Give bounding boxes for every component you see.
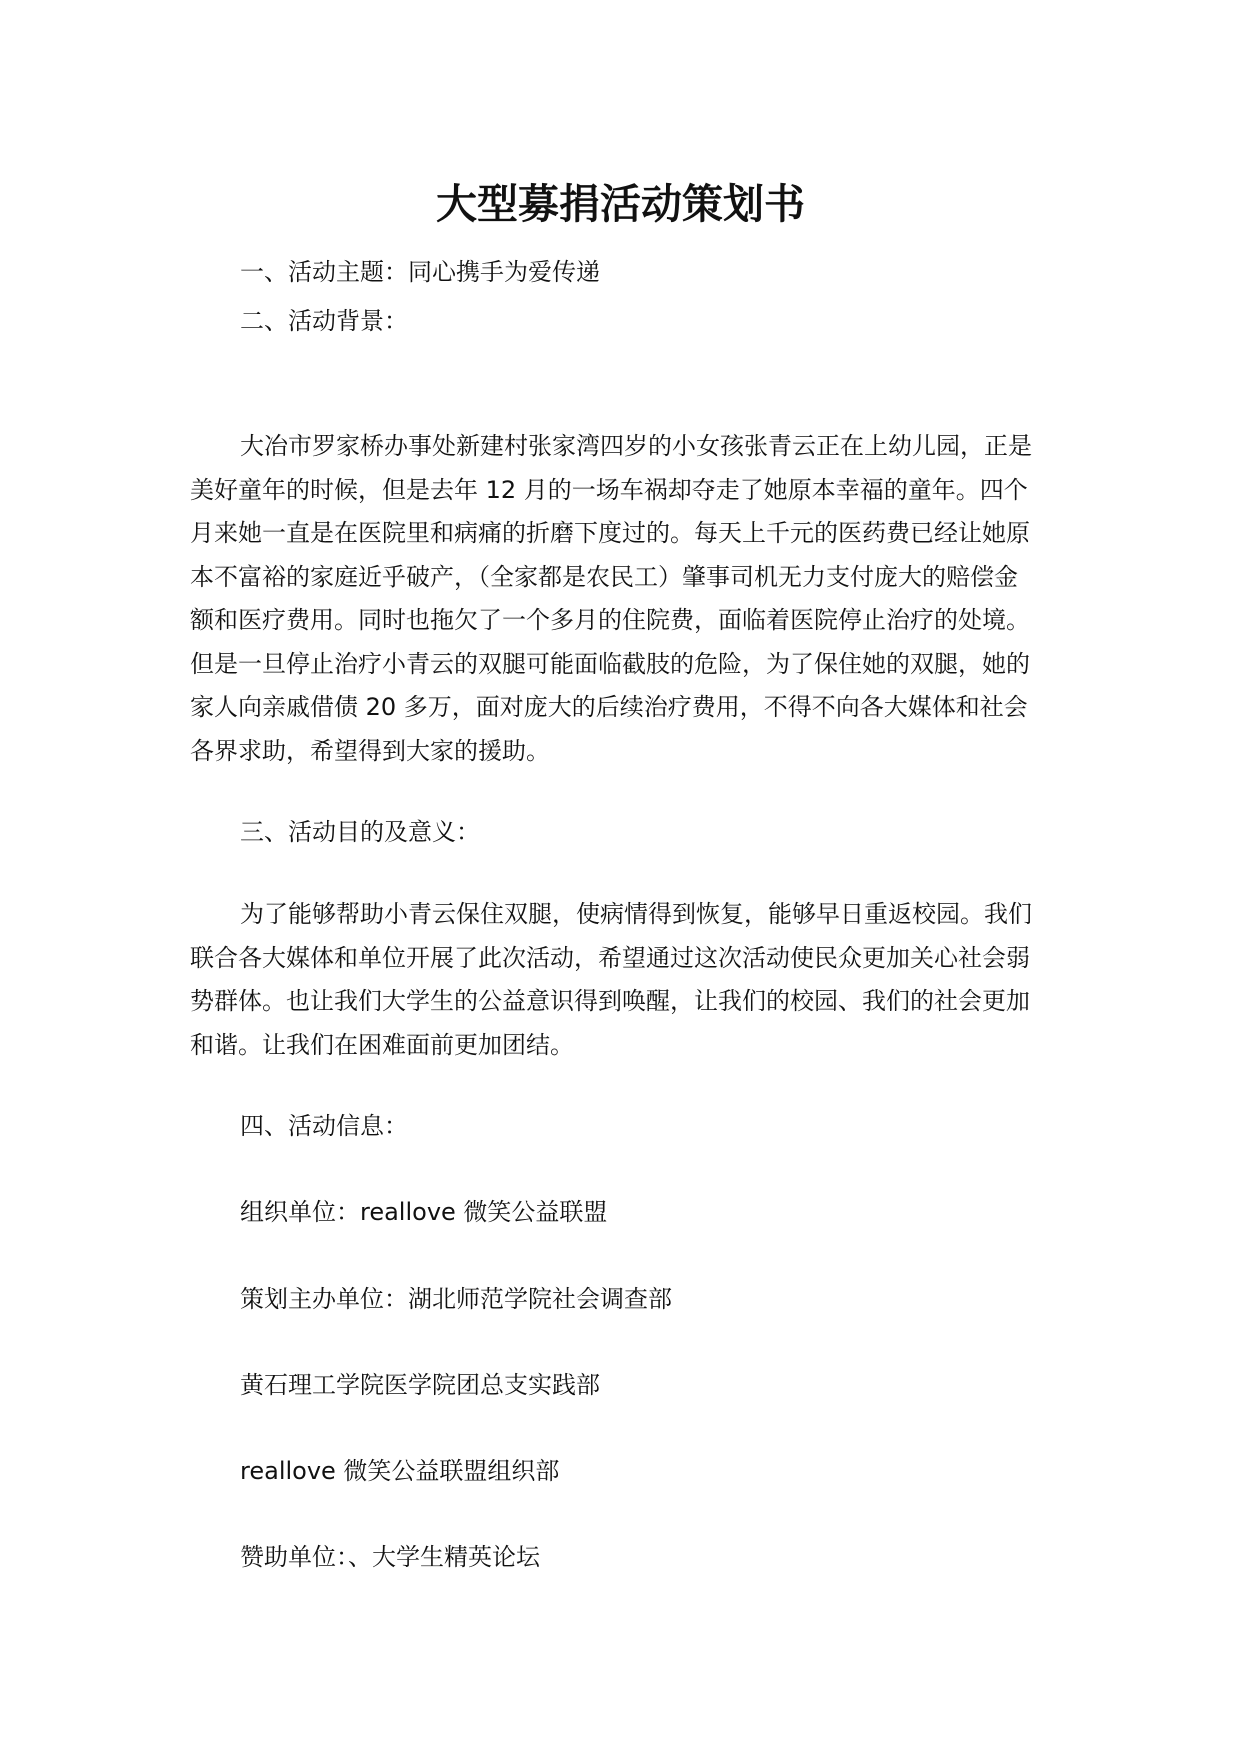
organizer-line: 组织单位：reallove 微笑公益联盟 [240,1198,608,1226]
purpose-line: 和谐。让我们在困难面前更加团结。 [190,1030,574,1059]
background-line: 家人向亲戚借债 20 多万，面对庞大的后续治疗费用，不得不向各大媒体和社会 [190,693,1028,721]
co-organizer-line: 黄石理工学院医学院团总支实践部 [240,1371,600,1399]
background-line: 额和医疗费用。同时也拖欠了一个多月的住院费，面临着医院停止治疗的处境。 [190,606,1030,634]
purpose-heading: 三、活动目的及意义： [240,818,480,846]
planner-line: 策划主办单位：湖北师范学院社会调查部 [240,1285,672,1313]
background-line: 各界求助，希望得到大家的援助。 [190,736,550,765]
background-line: 美好童年的时候，但是去年 12 月的一场车祸却夺走了她原本幸福的童年。四个 [190,475,1028,504]
sponsor-line: 赞助单位：、大学生精英论坛 [240,1543,540,1571]
background-line: 但是一旦停止治疗小青云的双腿可能面临截肢的危险，为了保住她的双腿，她的 [190,649,1030,678]
background-line: 大冶市罗家桥办事处新建村张家湾四岁的小女孩张青云正在上幼儿园，正是 [240,432,1032,460]
background-line: 月来她一直是在医院里和病痛的折磨下度过的。每天上千元的医药费已经让她原 [190,519,1030,547]
co-organizer-line: reallove 微笑公益联盟组织部 [240,1457,560,1485]
document-title: 大型募捐活动策划书 [436,180,805,228]
theme-line: 一、活动主题：同心携手为爱传递 [240,258,600,286]
info-heading: 四、活动信息： [240,1112,408,1140]
purpose-line: 联合各大媒体和单位开展了此次活动，希望通过这次活动使民众更加关心社会弱 [190,943,1030,972]
background-heading: 二、活动背景： [240,307,408,335]
purpose-line: 势群体。也让我们大学生的公益意识得到唤醒，让我们的校园、我们的社会更加 [190,987,1030,1015]
background-line: 本不富裕的家庭近乎破产，（全家都是农民工）肇事司机无力支付庞大的赔偿金 [190,562,1018,591]
purpose-line: 为了能够帮助小青云保住双腿，使病情得到恢复，能够早日重返校园。我们 [240,900,1032,928]
purpose-paragraph [190,893,1060,1067]
background-paragraph [190,425,1060,773]
